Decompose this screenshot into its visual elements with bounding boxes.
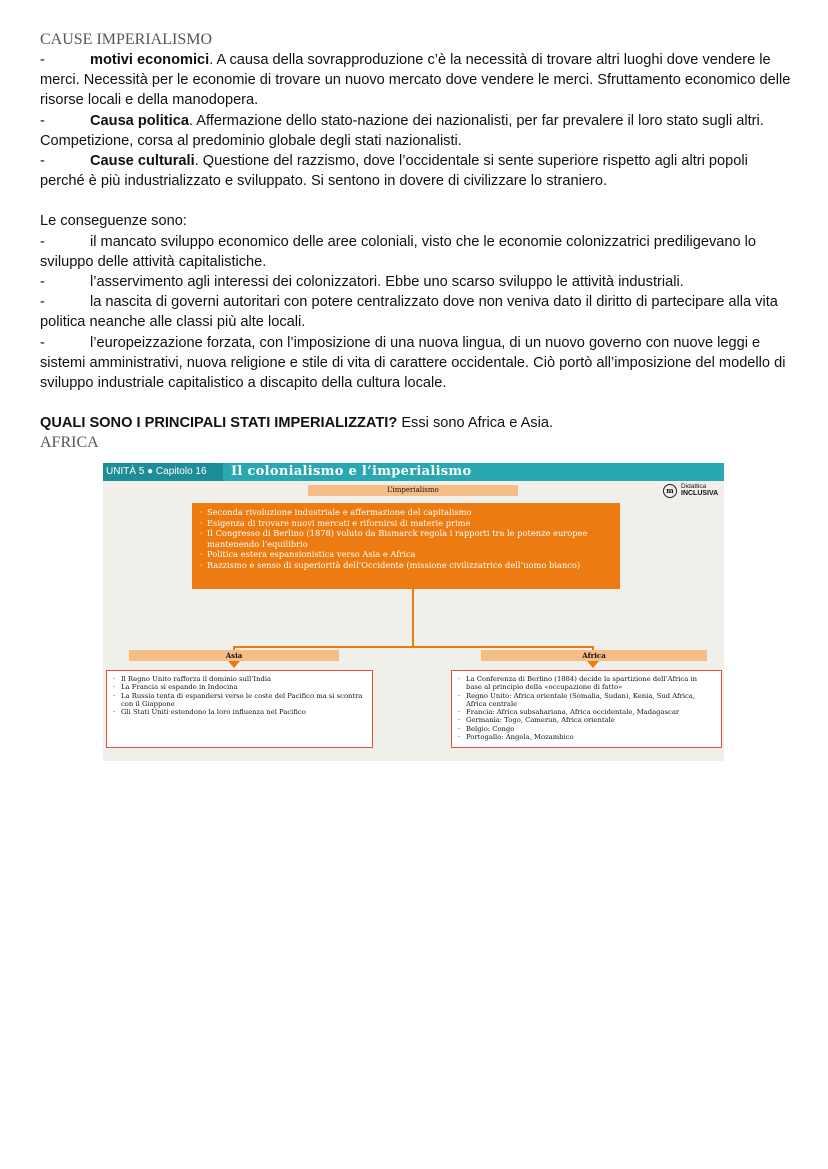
consequence-item xyxy=(40,333,792,394)
unit-label: UNITÀ 5 ● Capitolo 16 xyxy=(103,463,223,481)
asia-point: · Gli Stati Uniti estendono la loro influenza nel Pacifico xyxy=(113,708,366,716)
africa-point: · Regno Unito: Africa orientale (Somalia, Sudan), Kenia, Sud Africa, Africa centrale xyxy=(458,692,715,709)
dash-bullet: - xyxy=(40,294,45,311)
cause-title: motivi economici xyxy=(90,52,210,68)
cause-item xyxy=(40,50,792,111)
cause-text: . Affermazione dello stato-nazione dei nazionalisti, per far prevalere il loro stato sugli altri. Competizione, corsa al predominio globale degli stati nazionalisti. xyxy=(40,112,764,149)
dash-bullet: - xyxy=(40,233,45,250)
asia-box xyxy=(106,670,373,748)
dash-bullet: - xyxy=(40,112,45,129)
africa-point: · La Conferenza di Berlino (1884) decide la spartizione dell’Africa in base al principio della «occupazione di fatto» xyxy=(458,675,715,692)
connector-horizontal xyxy=(233,646,594,648)
logo-line2: INCLUSIVA xyxy=(681,490,719,497)
africa-point: · Germania: Togo, Camerun, Africa orientale xyxy=(458,716,715,724)
asia-point: · La Francia si espande in Indocina xyxy=(113,683,366,691)
consequence-item xyxy=(40,292,792,332)
asia-arrow-icon xyxy=(228,661,240,668)
cause-item xyxy=(40,151,792,191)
cause-title: Causa politica xyxy=(90,112,189,129)
asia-point: · Il Regno Unito rafforza il dominio sull’India xyxy=(113,675,366,683)
main-point: · Esigenza di trovare nuovi mercati e rifornirsi di materie prime xyxy=(200,518,612,529)
cause-text: . Questione del razzismo, dove l’occidentale si sente superiore rispetto agli altri popoli perché è più industrializzato e sviluppato. Si sentono in dovere di civilizzare lo straniero. xyxy=(40,153,748,190)
cause-item xyxy=(40,111,792,151)
africa-label: Africa xyxy=(481,650,707,661)
infographic-header xyxy=(103,463,724,481)
asia-point: · La Russia tenta di espandersi verso le coste del Pacifico ma si scontra con il Giappone xyxy=(113,692,366,709)
main-point: · Seconda rivoluzione industriale e affermazione del capitalismo xyxy=(200,507,612,518)
consequence-item xyxy=(40,232,792,272)
infographic xyxy=(103,463,724,761)
consequence-text: la nascita di governi autoritari con potere centralizzato dove non veniva dato il diritto di partecipare alla vita politica neanche alle classi più alte locali. xyxy=(40,294,778,331)
dash-bullet: - xyxy=(40,274,45,291)
question-answer: Essi sono Africa e Asia. xyxy=(397,415,554,432)
main-causes-box xyxy=(192,503,620,589)
infographic-title: Il colonialismo e l’imperialismo xyxy=(231,464,472,479)
logo-mark-icon: m xyxy=(663,484,677,498)
cause-text: . A causa della sovrapproduzione c’è la necessità di trovare altri luoghi dove vendere le merci. Necessità per le economie di trovare un nuovo mercato dove vendere le merci. Sfruttamento economico delle risorse locali e della manodopera. xyxy=(40,52,791,109)
main-point: · Politica estera espansionistica verso Asia e Africa xyxy=(200,549,612,560)
cause-title: Cause culturali xyxy=(90,153,195,170)
asia-label: Asia xyxy=(129,650,339,661)
topic-label: L’imperialismo xyxy=(308,485,518,496)
consequence-item xyxy=(40,272,792,292)
connector-vertical xyxy=(412,589,414,647)
logo-line1: Didattica xyxy=(681,483,707,490)
main-point: · Il Congresso di Berlino (1878) voluto da Bismarck regola i rapporti tra le potenze europee mantenendo l’equilibrio xyxy=(200,528,612,549)
africa-point: · Francia: Africa subsahariana, Africa occidentale, Madagascar xyxy=(458,708,715,716)
dash-bullet: - xyxy=(40,52,45,68)
consequence-text: l’europeizzazione forzata, con l’imposizione di una nuova lingua, di un nuovo governo con nuove leggi e sistemi amministrativi, nuova religione e stile di vita di carattere occidentale. Ciò portò all’imposizione del modello di sviluppo industriale capitalistico a discapito della cultura locale. xyxy=(40,334,786,392)
consequence-text: il mancato sviluppo economico delle aree coloniali, visto che le economie colonizzatrici prediligevano lo sviluppo delle attività capitalistiche. xyxy=(40,233,756,270)
africa-box xyxy=(451,670,722,748)
africa-arrow-icon xyxy=(587,661,599,668)
dash-bullet: - xyxy=(40,334,45,351)
dash-bullet: - xyxy=(40,153,45,170)
question-bold: QUALI SONO I PRINCIPALI STATI IMPERIALIZZATI? xyxy=(40,415,398,432)
question-line xyxy=(40,413,792,433)
heading-africa: AFRICA xyxy=(40,434,99,452)
main-point: · Razzismo e senso di superiorità dell’Occidente (missione civilizzatrice dell’uomo bianco) xyxy=(200,560,612,571)
document-page xyxy=(40,30,792,453)
heading-causes: CAUSE IMPERIALISMO xyxy=(40,31,213,48)
africa-point: · Belgio: Congo xyxy=(458,725,715,733)
consequence-text: l’asservimento agli interessi dei colonizzatori. Ebbe uno scarso sviluppo le attività industriali. xyxy=(90,274,684,291)
africa-point: · Portogallo: Angola, Mozambico xyxy=(458,733,715,741)
didattica-inclusiva-logo xyxy=(663,483,725,501)
consequences-intro: Le conseguenze sono: xyxy=(40,213,187,230)
